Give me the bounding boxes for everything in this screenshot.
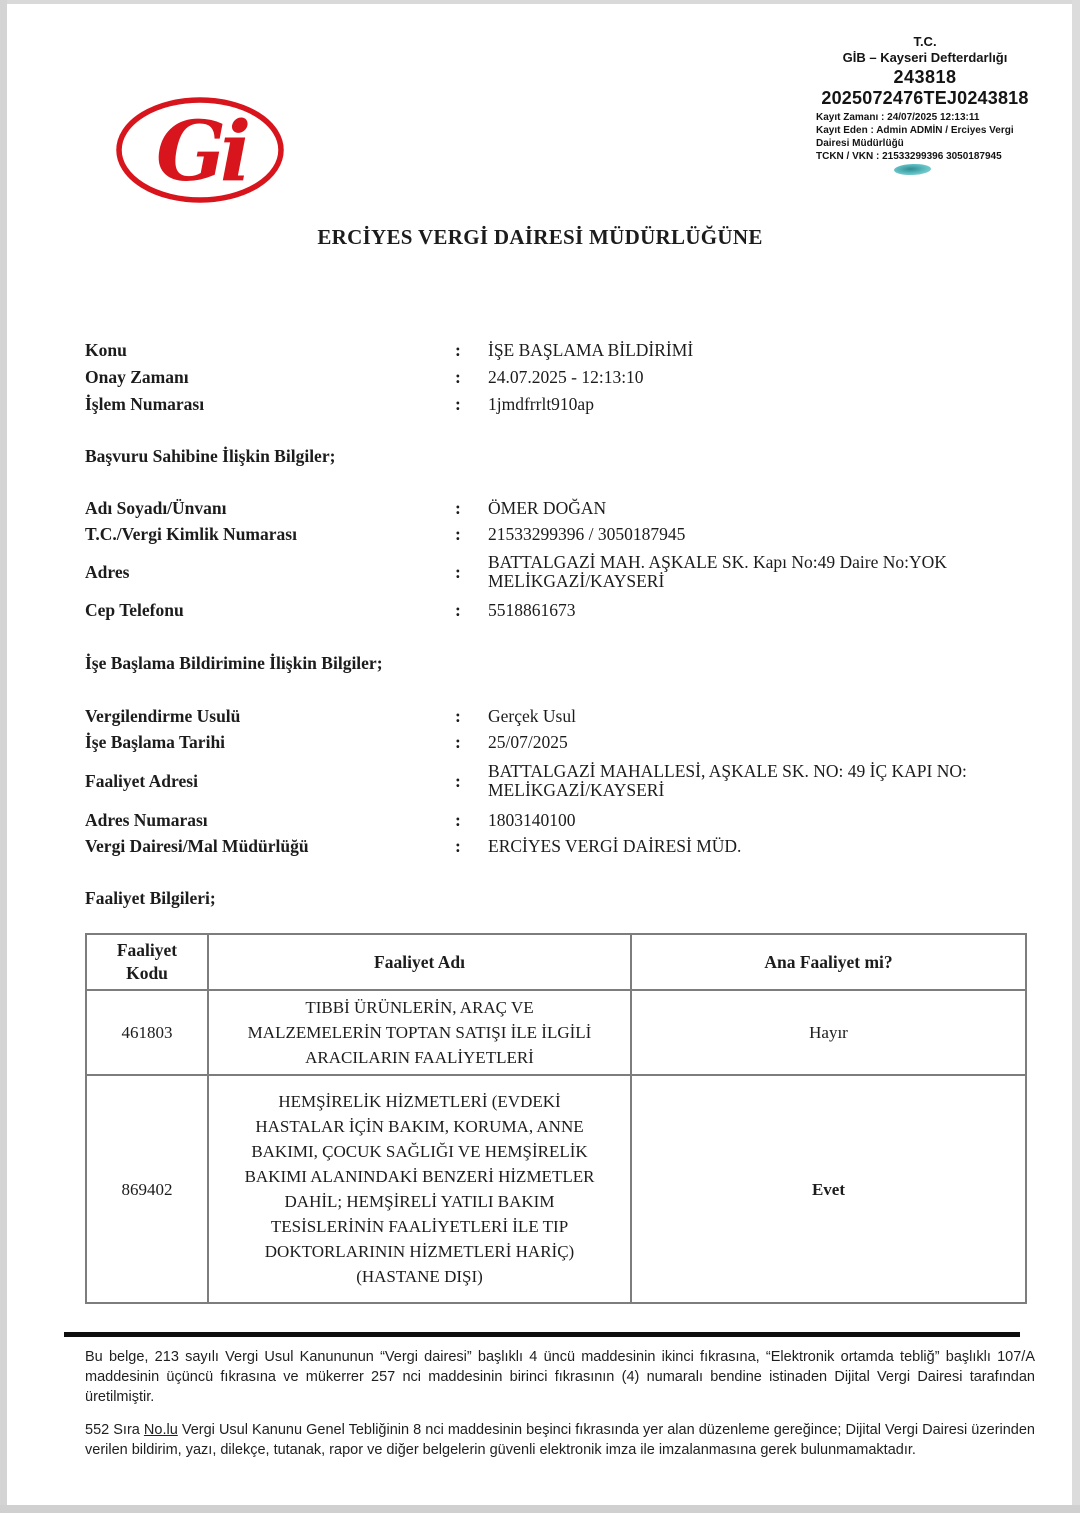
field-adres-numarasi-value: 1803140100 bbox=[488, 809, 576, 830]
column-header-faaliyet-adi: Faaliyet Adı bbox=[208, 934, 631, 990]
stamp-details bbox=[816, 111, 1028, 163]
activity-name: HEMŞİRELİK HİZMETLERİ (EVDEKİ HASTALAR İÇİN BAKIM, KORUMA, ANNE BAKIMI, ÇOCUK SAĞLIĞI VE HEMŞİRELİK BAKIMI ALANINDAKİ BENZERİ HİZMETLER DAHİL; HEMŞİRELİ YATILI BAKIM TESİSLERİNİN FAALİYETLERİ İLE TIP DOKTORLARININ HİZMETLERİ HARİÇ) (HASTANE DIŞI) bbox=[208, 1075, 631, 1303]
stamp-document-no: 2025072476TEJ0243818 bbox=[821, 88, 1029, 108]
meta-group bbox=[85, 337, 1020, 418]
table-row bbox=[86, 990, 1026, 1075]
table-row bbox=[86, 1075, 1026, 1303]
legal-paragraph-2 bbox=[85, 1420, 1035, 1460]
field-onay-zamani-value: 24.07.2025 - 12:13:10 bbox=[488, 367, 644, 387]
kv-row-kimlik-no bbox=[85, 521, 1020, 547]
svg-text:Gi: Gi bbox=[156, 104, 246, 200]
kv-row-vergilendirme-usulu bbox=[85, 703, 1020, 729]
kv-row-konu bbox=[85, 337, 1020, 364]
applicant-group bbox=[85, 495, 1020, 623]
colon-separator: : bbox=[455, 367, 461, 387]
stamp-detail-tckn-vkn: TCKN / VKN : 21533299396 3050187945 bbox=[816, 151, 1002, 162]
kv-row-faaliyet-adresi bbox=[85, 755, 1020, 807]
field-kimlik-no-label: T.C./Vergi Kimlik Numarası bbox=[85, 523, 297, 544]
field-adres-label: Adres bbox=[85, 561, 130, 582]
field-cep-telefonu-label: Cep Telefonu bbox=[85, 599, 184, 620]
legal-paragraph-2-prefix: 552 Sıra bbox=[85, 1422, 144, 1438]
colon-separator: : bbox=[455, 599, 461, 620]
field-islem-numarasi-label: İşlem Numarası bbox=[85, 394, 205, 414]
gib-logo-icon bbox=[112, 94, 288, 206]
column-header-ana-faaliyet: Ana Faaliyet mi? bbox=[631, 934, 1026, 990]
colon-separator: : bbox=[455, 561, 461, 582]
field-adres-numarasi-label: Adres Numarası bbox=[85, 809, 208, 830]
colon-separator: : bbox=[455, 523, 461, 544]
activity-code: 869402 bbox=[86, 1075, 208, 1303]
kv-row-vergi-dairesi bbox=[85, 833, 1020, 859]
field-konu-value: İŞE BAŞLAMA BİLDİRİMİ bbox=[488, 340, 694, 360]
stamp-mark-icon bbox=[894, 163, 931, 175]
stamp-registry-no: 243818 bbox=[893, 67, 957, 87]
colon-separator: : bbox=[455, 809, 461, 830]
legal-paragraph-1: Bu belge, 213 sayılı Vergi Usul Kanununun “Vergi dairesi” başlıklı 4 üncü maddesinin ikinci fıkrasına, “Elektronik ortamda tebliğ” başlıklı 107/A maddesinin üçüncü fıkrasına ve mükerrer 257 nci maddesinin birinci fıkrasının (4) numaralı bendine istinaden Dijital Vergi Dairesi tarafından üretilmiştir. bbox=[85, 1349, 1035, 1405]
field-adres-value: BATTALGAZİ MAH. AŞKALE SK. Kapı No:49 Daire No:YOK MELİKGAZİ/KAYSERİ bbox=[488, 552, 947, 591]
activity-name: TIBBİ ÜRÜNLERİN, ARAÇ VE MALZEMELERİN TOPTAN SATIŞI İLE İLGİLİ ARACILARIN FAALİYETLERİ bbox=[208, 990, 631, 1075]
field-faaliyet-adresi-label: Faaliyet Adresi bbox=[85, 770, 198, 791]
field-vergilendirme-usulu-value: Gerçek Usul bbox=[488, 705, 576, 726]
field-vergilendirme-usulu-label: Vergilendirme Usulü bbox=[85, 705, 241, 726]
footer-divider bbox=[64, 1332, 1020, 1337]
activity-code: 461803 bbox=[86, 990, 208, 1075]
kv-row-ise-baslama-tarihi bbox=[85, 729, 1020, 755]
activities-header-row bbox=[86, 934, 1026, 990]
activity-main-flag: Hayır bbox=[631, 990, 1026, 1075]
kv-row-adi-soyadi bbox=[85, 495, 1020, 521]
colon-separator: : bbox=[455, 731, 461, 752]
page-edge-bottom bbox=[0, 1505, 1080, 1513]
field-ise-baslama-tarihi-label: İşe Başlama Tarihi bbox=[85, 731, 226, 752]
kv-row-islem-numarasi bbox=[85, 391, 1020, 418]
stamp-tc: T.C. bbox=[913, 34, 937, 49]
kv-row-adres-numarasi bbox=[85, 807, 1020, 833]
colon-separator: : bbox=[455, 770, 461, 791]
colon-separator: : bbox=[455, 835, 461, 856]
stamp-detail-kayit-zamani: Kayıt Zamanı : 24/07/2025 12:13:11 bbox=[816, 112, 980, 123]
field-adi-soyadi-label: Adı Soyadı/Ünvanı bbox=[85, 497, 227, 518]
field-islem-numarasi-value: 1jmdfrrlt910ap bbox=[488, 394, 594, 414]
page-edge-top bbox=[0, 0, 1080, 4]
field-cep-telefonu-value: 5518861673 bbox=[488, 599, 576, 620]
stamp-detail-kayit-eden: Kayıt Eden : Admin ADMİN / Erciyes Vergi Dairesi Müdürlüğü bbox=[816, 125, 1014, 149]
business-section-heading: İşe Başlama Bildirimine İlişkin Bilgiler; bbox=[85, 653, 383, 673]
activity-main-flag: Evet bbox=[631, 1075, 1026, 1303]
column-header-faaliyet-kodu: Faaliyet Kodu bbox=[86, 934, 208, 990]
legal-footer bbox=[85, 1347, 1035, 1460]
legal-paragraph-2-rest: Vergi Usul Kanunu Genel Tebliğinin 8 nci maddesinin beşinci fıkrasında yer alan düzenleme gereğince; Dijital Vergi Dairesi üzerinden verilen bildirim, yazı, dilekçe, tutanak, rapor ve diğer belgelerin güvenli elektronik imza ile imzalanmasına gerek bulunmamaktadır. bbox=[85, 1422, 1035, 1458]
field-faaliyet-adresi-value: BATTALGAZİ MAHALLESİ, AŞKALE SK. NO: 49 İÇ KAPI NO: MELİKGAZİ/KAYSERİ bbox=[488, 761, 967, 800]
legal-paragraph-2-underlined: No.lu bbox=[143, 1422, 178, 1438]
field-adi-soyadi-value: ÖMER DOĞAN bbox=[488, 497, 607, 518]
field-konu-label: Konu bbox=[85, 340, 127, 360]
colon-separator: : bbox=[455, 705, 461, 726]
activities-section-heading: Faaliyet Bilgileri; bbox=[85, 888, 216, 908]
field-kimlik-no-value: 21533299396 / 3050187945 bbox=[488, 523, 686, 544]
page-title: ERCİYES VERGİ DAİRESİ MÜDÜRLÜĞÜNE bbox=[317, 225, 763, 249]
kv-row-onay-zamani bbox=[85, 364, 1020, 391]
applicant-section-heading: Başvuru Sahibine İlişkin Bilgiler; bbox=[85, 446, 336, 466]
field-vergi-dairesi-label: Vergi Dairesi/Mal Müdürlüğü bbox=[85, 835, 309, 856]
kv-row-adres bbox=[85, 547, 1020, 597]
field-onay-zamani-label: Onay Zamanı bbox=[85, 367, 189, 387]
field-vergi-dairesi-value: ERCİYES VERGİ DAİRESİ MÜD. bbox=[488, 835, 742, 856]
business-group bbox=[85, 703, 1020, 859]
kv-row-cep-telefonu bbox=[85, 597, 1020, 623]
colon-separator: : bbox=[455, 497, 461, 518]
colon-separator: : bbox=[455, 340, 461, 360]
registry-stamp-block bbox=[800, 34, 1050, 163]
activities-table bbox=[85, 933, 1027, 1304]
colon-separator: : bbox=[455, 394, 461, 414]
stamp-office: GİB – Kayseri Defterdarlığı bbox=[842, 50, 1008, 65]
field-ise-baslama-tarihi-value: 25/07/2025 bbox=[488, 731, 568, 752]
